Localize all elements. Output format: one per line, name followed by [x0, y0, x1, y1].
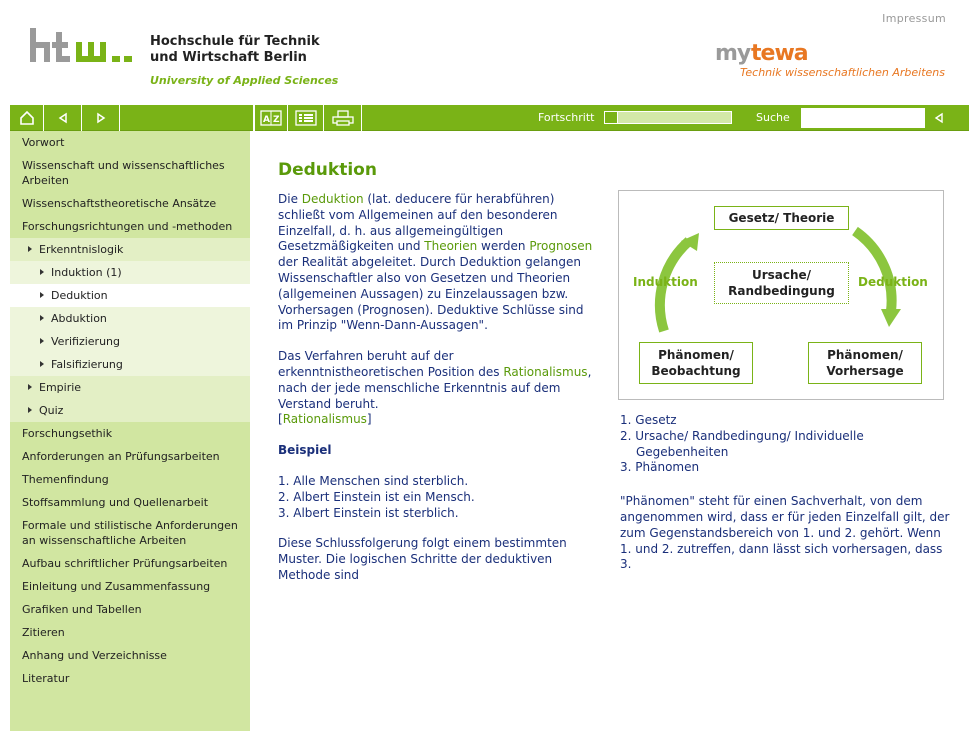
svg-text:tewa: tewa — [751, 41, 808, 66]
glossary-button[interactable] — [254, 105, 288, 131]
search-input[interactable] — [801, 108, 925, 128]
sidebar-item-grafiken[interactable]: Grafiken und Tabellen — [22, 603, 142, 616]
sidebar-item-label: Abduktion — [51, 312, 107, 325]
list-item: 1. Gesetz — [620, 413, 677, 427]
sidebar-item-anforderungen[interactable]: Anforderungen an Prüfungsarbeiten — [22, 450, 220, 463]
chevron-right-icon — [40, 338, 44, 344]
list-item: 2. Ursache/ Randbedingung/ Individuelle Gegebenheiten — [620, 428, 864, 459]
htw-logo[interactable] — [30, 28, 136, 62]
steps-list — [620, 413, 950, 476]
university-name-line1: Hochschule für Technik — [150, 34, 320, 49]
mytewa-subtitle: Technik wissenschaftlichen Arbeitens — [740, 66, 945, 79]
sidebar-item-einleitung[interactable]: Einleitung und Zusammenfassung — [22, 580, 211, 593]
chevron-right-icon — [28, 384, 32, 390]
print-button[interactable] — [324, 105, 362, 131]
toolbar-spacer — [120, 105, 254, 131]
content-right-column — [620, 413, 950, 573]
text: Das Verfahren beruht auf der erkenntnistheoretischen Position des — [278, 349, 504, 379]
forward-button[interactable] — [82, 105, 120, 131]
university-name — [150, 34, 320, 66]
impressum-link[interactable]: Impressum — [882, 12, 946, 25]
diagram-box-cause — [714, 262, 849, 304]
sidebar-item-erkenntnislogik[interactable] — [10, 238, 250, 261]
glossary-link-deduktion[interactable]: Deduktion — [301, 192, 364, 206]
sidebar-nav — [10, 131, 250, 731]
example-list — [278, 474, 600, 521]
rationalismus-link[interactable]: Rationalismus — [282, 412, 367, 427]
chevron-right-icon — [40, 361, 44, 367]
chevron-right-icon — [40, 292, 44, 298]
rationalism-paragraph — [278, 349, 600, 428]
text: Die — [278, 192, 302, 206]
university-name-line2: und Wirtschaft Berlin — [150, 50, 307, 65]
list-item: 1. Alle Menschen sind sterblich. — [278, 473, 469, 488]
sidebar-item-zitieren[interactable]: Zitieren — [22, 626, 65, 639]
bracket: ] — [366, 412, 372, 427]
example-heading: Beispiel — [278, 443, 332, 458]
diagram-text: Randbedingung — [728, 284, 835, 298]
list-icon — [295, 110, 317, 126]
diagram-text: Phänomen/ — [658, 348, 734, 362]
phenomenon-note: "Phänomen" steht für einen Sachverhalt, von dem angenommen wird, dass er für jeden Einzelfall gilt, der zum Gegenstandsbereich von 1. und 2. gehört. Wenn 1. und 2. zutreffen, dann lässt sich vorhersagen, dass 3. — [620, 494, 950, 572]
sidebar-item-anhang[interactable]: Anhang und Verzeichnisse — [22, 649, 167, 662]
text: werden — [477, 239, 530, 254]
progress-bar — [604, 111, 732, 124]
sidebar-item-label: Induktion (1) — [51, 266, 122, 279]
conclusion-paragraph: Diese Schlussfolgerung folgt einem bestimmten Muster. Die logischen Schritte der deduktiven Methode sind — [278, 536, 567, 582]
arrow-left-icon — [56, 111, 70, 125]
svg-text:my: my — [715, 41, 751, 66]
sidebar-item-stoffsammlung[interactable]: Stoffsammlung und Quellenarbeit — [22, 496, 209, 509]
intro-paragraph — [278, 192, 600, 334]
sidebar-item-abduktion[interactable] — [10, 307, 250, 330]
sidebar-item-induktion[interactable] — [10, 261, 250, 284]
bracket: [ — [278, 412, 283, 427]
induction-label: Induktion — [633, 275, 698, 289]
glossary-link-prognosen[interactable]: Prognosen — [529, 239, 593, 254]
diagram-box-observation — [639, 342, 753, 384]
home-icon — [19, 110, 35, 126]
deduction-arrow — [855, 231, 892, 311]
text: , nach der jede menschliche Erkenntnis auf dem Verstand beruht. — [278, 364, 592, 411]
sidebar-item-deduktion[interactable] — [10, 284, 250, 307]
page-title: Deduktion — [278, 160, 377, 180]
diagram-text: Beobachtung — [651, 364, 741, 378]
mytewa-logo[interactable] — [715, 40, 839, 66]
sidebar-item-falsifizierung[interactable] — [10, 353, 250, 376]
sidebar-item-vorwort[interactable]: Vorwort — [22, 136, 65, 149]
diagram-text: Vorhersage — [826, 364, 904, 378]
text: der Realität abgeleitet. Durch Deduktion gelangen Wissenschaftler also von Gesetzen und Theorien (allgemeinen Aussagen) zu Einzelaussagen bzw. Vorhersagen (Prognosen). Deduktive Schlüsse sind im Prinzip "Wenn-Dann-Aussagen". — [278, 255, 584, 333]
sidebar-item-literatur[interactable]: Literatur — [22, 672, 70, 685]
toc-button[interactable] — [288, 105, 324, 131]
sidebar-item-verifizierung[interactable] — [10, 330, 250, 353]
sidebar-item-aufbau[interactable]: Aufbau schriftlicher Prüfungsarbeiten — [22, 557, 228, 570]
arrow-left-icon — [933, 112, 945, 124]
sidebar-item-wissenschaftstheorie[interactable]: Wissenschaftstheoretische Ansätze — [22, 197, 217, 210]
glossary-link-rationalismus[interactable]: Rationalismus — [503, 364, 588, 379]
search-button[interactable] — [928, 105, 950, 131]
chevron-right-icon — [40, 269, 44, 275]
printer-icon — [332, 110, 354, 126]
chevron-right-icon — [28, 407, 32, 413]
diagram-text: Phänomen/ — [827, 348, 903, 362]
diagram-text: Ursache/ — [751, 268, 812, 282]
content-left-column — [278, 192, 600, 599]
svg-text:Z: Z — [273, 115, 280, 125]
diagram-box-law: Gesetz/ Theorie — [714, 206, 849, 230]
list-item: 2. Albert Einstein ist ein Mensch. — [278, 489, 475, 504]
progress-fill — [605, 112, 618, 123]
sidebar-item-label: Deduktion — [51, 289, 108, 302]
progress-label: Fortschritt — [538, 111, 595, 124]
chevron-right-icon — [40, 315, 44, 321]
sidebar-item-label: Falsifizierung — [51, 358, 123, 371]
search-label: Suche — [756, 111, 790, 124]
sidebar-item-label: Empirie — [39, 381, 82, 394]
sidebar-item-label: Verifizierung — [51, 335, 120, 348]
toolbar — [10, 105, 969, 131]
list-item: 3. Albert Einstein ist sterblich. — [278, 505, 459, 520]
chevron-right-icon — [28, 246, 32, 252]
back-button[interactable] — [44, 105, 82, 131]
deduction-arrowhead — [881, 309, 901, 327]
sidebar-item-label: Quiz — [39, 404, 64, 417]
sidebar-item-forschungsrichtungen[interactable]: Forschungsrichtungen und -methoden — [22, 220, 233, 233]
list-item: 3. Phänomen — [620, 460, 700, 475]
svg-text:A: A — [263, 115, 270, 125]
diagram-box-prediction — [808, 342, 922, 384]
sidebar-item-formale-anforderungen[interactable]: Formale und stilistische Anforderungen an wissenschaftliche Arbeiten — [22, 519, 238, 547]
deduction-diagram — [618, 190, 944, 400]
sidebar-item-themenfindung[interactable]: Themenfindung — [22, 473, 109, 486]
sidebar-item-empirie[interactable] — [10, 376, 250, 399]
glossary-link-theorien[interactable]: Theorien — [424, 239, 478, 254]
arrow-right-icon — [94, 111, 108, 125]
glossary-icon — [260, 110, 282, 126]
home-button[interactable] — [10, 105, 44, 131]
university-subtitle: University of Applied Sciences — [150, 74, 339, 87]
deduction-label: Deduktion — [858, 275, 928, 289]
sidebar-item-forschungsethik[interactable]: Forschungsethik — [22, 427, 113, 440]
sidebar-item-label: Erkenntnislogik — [39, 243, 124, 256]
sidebar-item-wissenschaft[interactable]: Wissenschaft und wissenschaftliches Arbeiten — [22, 159, 225, 187]
sidebar-item-quiz[interactable] — [10, 399, 250, 422]
text: (lat. deducere für herabführen) schließt vom Allgemeinen auf den besonderen Einzelfall, d. h. aus allgemeingültigen Gesetzmäßigkeiten und — [278, 192, 558, 254]
